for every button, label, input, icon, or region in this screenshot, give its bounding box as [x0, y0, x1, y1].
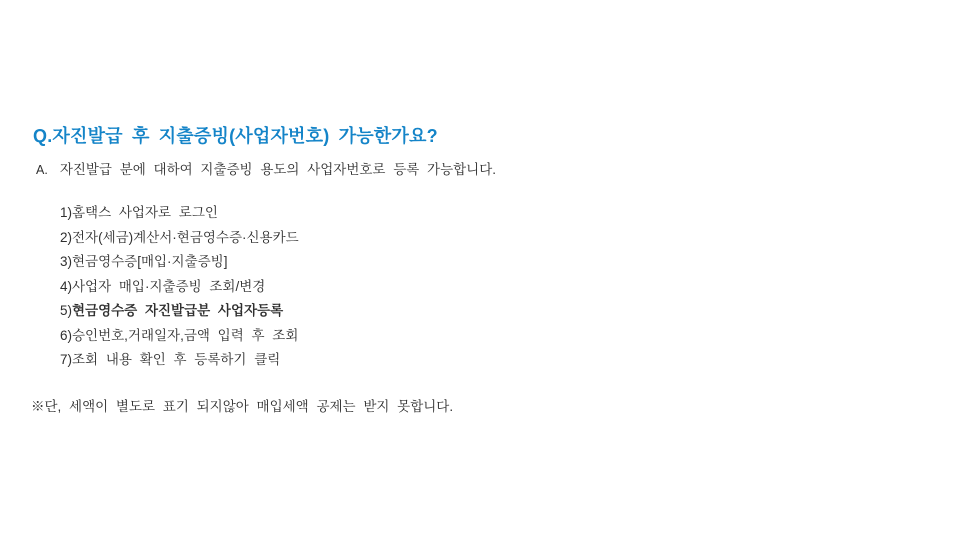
- question-heading: [33, 122, 438, 148]
- answer-prefix: A.: [36, 163, 48, 177]
- answer-line: [36, 158, 496, 178]
- steps-list: [60, 201, 299, 373]
- step-text: 사업자 매입·지출증빙 조회/변경: [72, 278, 266, 294]
- step-number: 1): [60, 205, 73, 220]
- note-text: ※단, 세액이 별도로 표기 되지않아 매입세액 공제는 받지 못합니다.: [31, 399, 454, 414]
- step-item: [60, 299, 299, 324]
- step-item: [60, 275, 299, 300]
- step-text: 승인번호,거래일자,금액 입력 후 조회: [72, 327, 299, 343]
- step-number: 4): [60, 278, 73, 294]
- question-prefix: Q.: [33, 126, 53, 146]
- step-text: 조회 내용 확인 후 등록하기 클릭: [72, 352, 281, 367]
- step-item: [60, 324, 299, 349]
- step-number: 7): [60, 352, 73, 367]
- step-text: 홈택스 사업자로 로그인: [72, 205, 218, 220]
- step-item: [60, 250, 299, 275]
- step-text: 현금영수증 자진발급분 사업자등록: [72, 303, 284, 318]
- step-item: [60, 226, 299, 251]
- step-number: 6): [60, 327, 73, 343]
- step-number: 5): [60, 303, 73, 318]
- step-item: [60, 348, 299, 373]
- step-text: 전자(세금)계산서·현금영수증·신용카드: [72, 229, 299, 245]
- step-number: 2): [60, 229, 73, 245]
- question-text: 자진발급 후 지출증빙(사업자번호) 가능한가요?: [52, 126, 438, 146]
- step-text: 현금영수증[매입·지출증빙]: [72, 254, 228, 269]
- step-number: 3): [60, 254, 73, 269]
- step-item: [60, 201, 299, 226]
- answer-text: 자진발급 분에 대하여 지출증빙 용도의 사업자번호로 등록 가능합니다.: [59, 162, 497, 177]
